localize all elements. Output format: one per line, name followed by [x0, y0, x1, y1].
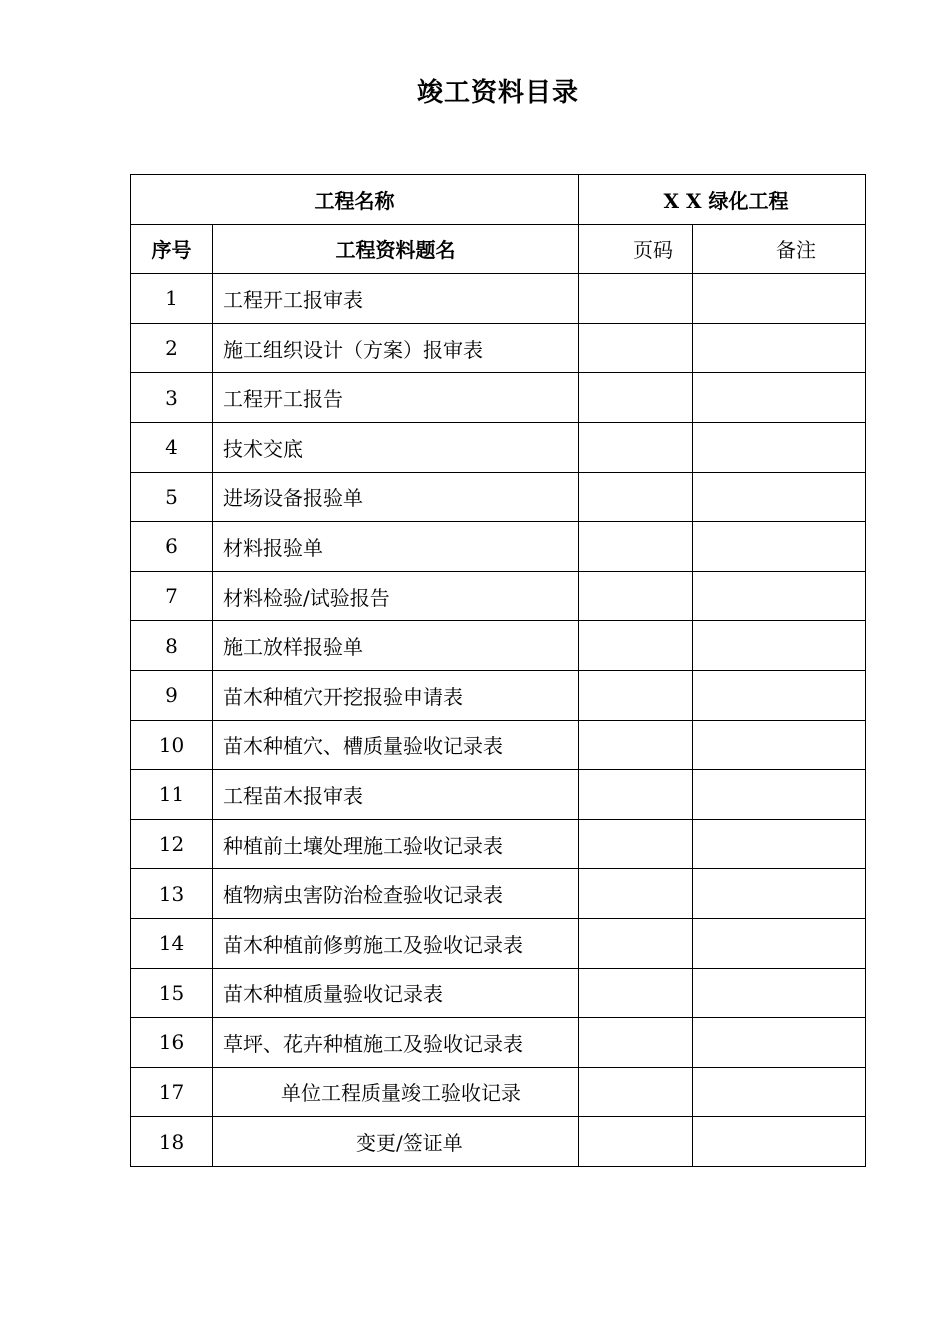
row-title-cell: 种植前土壤处理施工验收记录表: [213, 819, 579, 869]
table-row: [131, 720, 866, 770]
row-title-cell: 技术交底: [213, 422, 579, 472]
table-row: [131, 373, 866, 423]
table-row: [131, 323, 866, 373]
row-page-cell: [579, 522, 693, 572]
row-title-cell: 进场设备报验单: [213, 472, 579, 522]
row-page-cell: [579, 1067, 693, 1117]
row-page-cell: [579, 968, 693, 1018]
row-title-cell: 材料检验/试验报告: [213, 571, 579, 621]
row-title-cell: 植物病虫害防治检查验收记录表: [213, 869, 579, 919]
table-row: [131, 819, 866, 869]
table-row: [131, 571, 866, 621]
row-title-cell: 苗木种植质量验收记录表: [213, 968, 579, 1018]
row-title-cell: 单位工程质量竣工验收记录: [213, 1067, 579, 1117]
row-remark-cell: [693, 422, 866, 472]
table-row: [131, 1117, 866, 1167]
table-row: [131, 869, 866, 919]
row-remark-cell: [693, 323, 866, 373]
row-seq-cell: 12: [131, 819, 213, 869]
table-row: [131, 1018, 866, 1068]
remark-column-header: 备注: [693, 224, 866, 274]
row-remark-cell: [693, 918, 866, 968]
project-name-label: 工程名称: [131, 175, 579, 225]
row-remark-cell: [693, 522, 866, 572]
row-remark-cell: [693, 720, 866, 770]
row-page-cell: [579, 274, 693, 324]
row-seq-cell: 18: [131, 1117, 213, 1167]
row-page-cell: [579, 621, 693, 671]
row-remark-cell: [693, 274, 866, 324]
table-row: [131, 472, 866, 522]
row-page-cell: [579, 472, 693, 522]
row-seq-cell: 17: [131, 1067, 213, 1117]
row-page-cell: [579, 1018, 693, 1068]
row-title-cell: 苗木种植穴、槽质量验收记录表: [213, 720, 579, 770]
table-row: [131, 670, 866, 720]
document-title: 竣工资料目录: [416, 78, 579, 108]
table-row: [131, 968, 866, 1018]
row-title-cell: 施工组织设计（方案）报审表: [213, 323, 579, 373]
row-title-cell: 工程开工报审表: [213, 274, 579, 324]
row-page-cell: [579, 571, 693, 621]
page-column-header: 页码: [579, 224, 693, 274]
row-page-cell: [579, 422, 693, 472]
row-seq-cell: 10: [131, 720, 213, 770]
table-row: [131, 422, 866, 472]
row-remark-cell: [693, 472, 866, 522]
row-remark-cell: [693, 1117, 866, 1167]
row-remark-cell: [693, 770, 866, 820]
row-title-cell: 工程开工报告: [213, 373, 579, 423]
catalog-table: [130, 174, 866, 1167]
table-row: [131, 274, 866, 324]
row-seq-cell: 9: [131, 670, 213, 720]
row-seq-cell: 5: [131, 472, 213, 522]
project-name-value: X X 绿化工程: [579, 175, 866, 225]
row-page-cell: [579, 819, 693, 869]
row-remark-cell: [693, 819, 866, 869]
row-seq-cell: 15: [131, 968, 213, 1018]
row-title-cell: 变更/签证单: [213, 1117, 579, 1167]
project-row: [131, 175, 866, 225]
table-row: [131, 621, 866, 671]
table-row: [131, 770, 866, 820]
row-page-cell: [579, 770, 693, 820]
row-seq-cell: 11: [131, 770, 213, 820]
row-seq-cell: 1: [131, 274, 213, 324]
row-title-cell: 苗木种植前修剪施工及验收记录表: [213, 918, 579, 968]
row-page-cell: [579, 323, 693, 373]
row-seq-cell: 8: [131, 621, 213, 671]
row-remark-cell: [693, 1067, 866, 1117]
row-title-cell: 材料报验单: [213, 522, 579, 572]
row-page-cell: [579, 918, 693, 968]
row-title-cell: 工程苗木报审表: [213, 770, 579, 820]
row-remark-cell: [693, 670, 866, 720]
row-remark-cell: [693, 1018, 866, 1068]
table-row: [131, 522, 866, 572]
row-page-cell: [579, 1117, 693, 1167]
column-header-row: [131, 224, 866, 274]
row-title-cell: 苗木种植穴开挖报验申请表: [213, 670, 579, 720]
row-seq-cell: 13: [131, 869, 213, 919]
table-row: [131, 918, 866, 968]
row-seq-cell: 14: [131, 918, 213, 968]
row-seq-cell: 3: [131, 373, 213, 423]
row-page-cell: [579, 720, 693, 770]
name-column-header: 工程资料题名: [213, 224, 579, 274]
row-title-cell: 施工放样报验单: [213, 621, 579, 671]
row-seq-cell: 7: [131, 571, 213, 621]
row-seq-cell: 4: [131, 422, 213, 472]
row-remark-cell: [693, 869, 866, 919]
row-seq-cell: 6: [131, 522, 213, 572]
row-title-cell: 草坪、花卉种植施工及验收记录表: [213, 1018, 579, 1068]
table-row: [131, 1067, 866, 1117]
row-remark-cell: [693, 968, 866, 1018]
row-page-cell: [579, 373, 693, 423]
row-remark-cell: [693, 373, 866, 423]
row-remark-cell: [693, 621, 866, 671]
seq-column-header: 序号: [131, 224, 213, 274]
row-seq-cell: 16: [131, 1018, 213, 1068]
row-page-cell: [579, 670, 693, 720]
row-remark-cell: [693, 571, 866, 621]
row-seq-cell: 2: [131, 323, 213, 373]
row-page-cell: [579, 869, 693, 919]
